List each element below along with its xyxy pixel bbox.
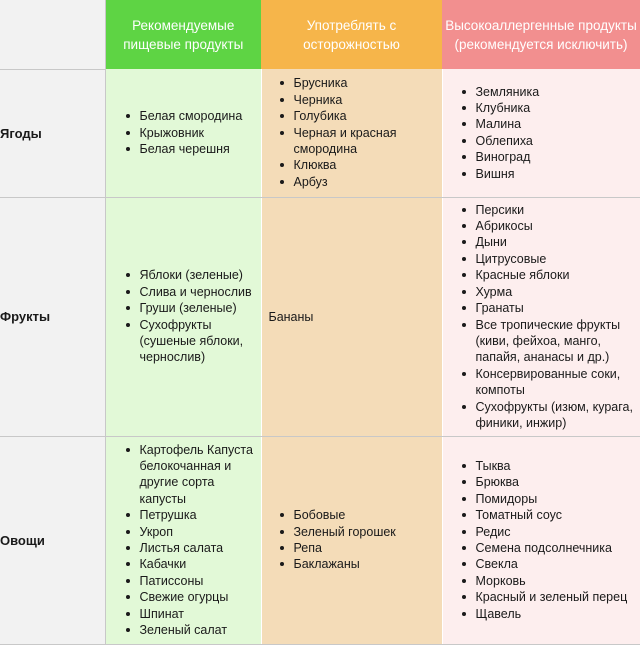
list-item: Клюква — [294, 157, 438, 173]
list-item: Помидоры — [476, 491, 637, 507]
list-item: Крыжовник — [140, 125, 257, 141]
list-item: Картофель Капуста белокочанная и другие сорта капусты — [140, 442, 257, 508]
row-fruits — [0, 197, 640, 436]
berries-caution-list — [262, 75, 442, 190]
list-item: Листья салата — [140, 540, 257, 556]
list-item: Виноград — [476, 149, 637, 165]
list-item: Груши (зеленые) — [140, 300, 257, 316]
list-item: Черника — [294, 92, 438, 108]
berries-recommended-list — [106, 108, 261, 157]
header-row — [0, 0, 640, 69]
list-item: Белая смородина — [140, 108, 257, 124]
list-item: Слива и чернослив — [140, 284, 257, 300]
berries-allergenic-cell — [442, 69, 640, 197]
list-item: Вишня — [476, 166, 637, 182]
fruits-recommended-list — [106, 267, 261, 365]
header-caution: Употреблять с осторожностью — [261, 0, 442, 69]
list-item: Абрикосы — [476, 218, 637, 234]
list-item: Дыни — [476, 234, 637, 250]
list-item: Консервированные соки, компоты — [476, 366, 637, 399]
list-item: Земляника — [476, 84, 637, 100]
row-label-berries: Ягоды — [0, 69, 105, 197]
row-label-vegetables: Овощи — [0, 436, 105, 644]
list-item: Красный и зеленый перец — [476, 589, 637, 605]
list-item: Редис — [476, 524, 637, 540]
berries-allergenic-list — [443, 84, 640, 182]
list-item: Щавель — [476, 606, 637, 622]
list-item: Красные яблоки — [476, 267, 637, 283]
vegetables-caution-cell — [261, 436, 442, 644]
list-item: Кабачки — [140, 556, 257, 572]
list-item: Брусника — [294, 75, 438, 91]
fruits-allergenic-list — [443, 202, 640, 432]
vegetables-recommended-cell — [105, 436, 261, 644]
list-item: Зеленый горошек — [294, 524, 438, 540]
list-item: Белая черешня — [140, 141, 257, 157]
fruits-allergenic-cell — [442, 197, 640, 436]
list-item: Яблоки (зеленые) — [140, 267, 257, 283]
list-item: Репа — [294, 540, 438, 556]
list-item: Брюква — [476, 474, 637, 490]
header-allergenic: Высокоаллергенные продукты (рекомендуется исключить) — [442, 0, 640, 69]
vegetables-allergenic-cell — [442, 436, 640, 644]
list-item: Малина — [476, 116, 637, 132]
list-item: Петрушка — [140, 507, 257, 523]
row-label-fruits: Фрукты — [0, 197, 105, 436]
list-item: Свежие огурцы — [140, 589, 257, 605]
berries-caution-cell — [261, 69, 442, 197]
list-item: Баклажаны — [294, 556, 438, 572]
list-item: Зеленый салат — [140, 622, 257, 638]
list-item: Гранаты — [476, 300, 637, 316]
list-item: Свекла — [476, 556, 637, 572]
list-item: Морковь — [476, 573, 637, 589]
list-item: Семена подсолнечника — [476, 540, 637, 556]
list-item: Патиссоны — [140, 573, 257, 589]
vegetables-recommended-list — [106, 442, 261, 639]
list-item: Черная и красная смородина — [294, 125, 438, 158]
header-recommended: Рекомендуемые пищевые продукты — [105, 0, 261, 69]
list-item: Укроп — [140, 524, 257, 540]
berries-recommended-cell — [105, 69, 261, 197]
list-item: Персики — [476, 202, 637, 218]
header-corner — [0, 0, 105, 69]
list-item: Томатный соус — [476, 507, 637, 523]
vegetables-allergenic-list — [443, 458, 640, 622]
list-item: Арбуз — [294, 174, 438, 190]
list-item: Тыква — [476, 458, 637, 474]
list-item: Шпинат — [140, 606, 257, 622]
list-item: Цитрусовые — [476, 251, 637, 267]
vegetables-caution-list — [262, 507, 442, 573]
list-item: Все тропические фрукты (киви, фейхоа, манго, папайя, ананасы и др.) — [476, 317, 637, 366]
list-item: Бобовые — [294, 507, 438, 523]
list-item: Сухофрукты (сушеные яблоки, чернослив) — [140, 317, 257, 366]
list-item: Хурма — [476, 284, 637, 300]
list-item: Клубника — [476, 100, 637, 116]
row-berries — [0, 69, 640, 197]
row-vegetables — [0, 436, 640, 644]
fruits-caution-text: Бананы — [262, 309, 442, 325]
list-item: Голубика — [294, 108, 438, 124]
list-item: Сухофрукты (изюм, курага, финики, инжир) — [476, 399, 637, 432]
list-item: Облепиха — [476, 133, 637, 149]
fruits-recommended-cell — [105, 197, 261, 436]
fruits-caution-cell — [261, 197, 442, 436]
